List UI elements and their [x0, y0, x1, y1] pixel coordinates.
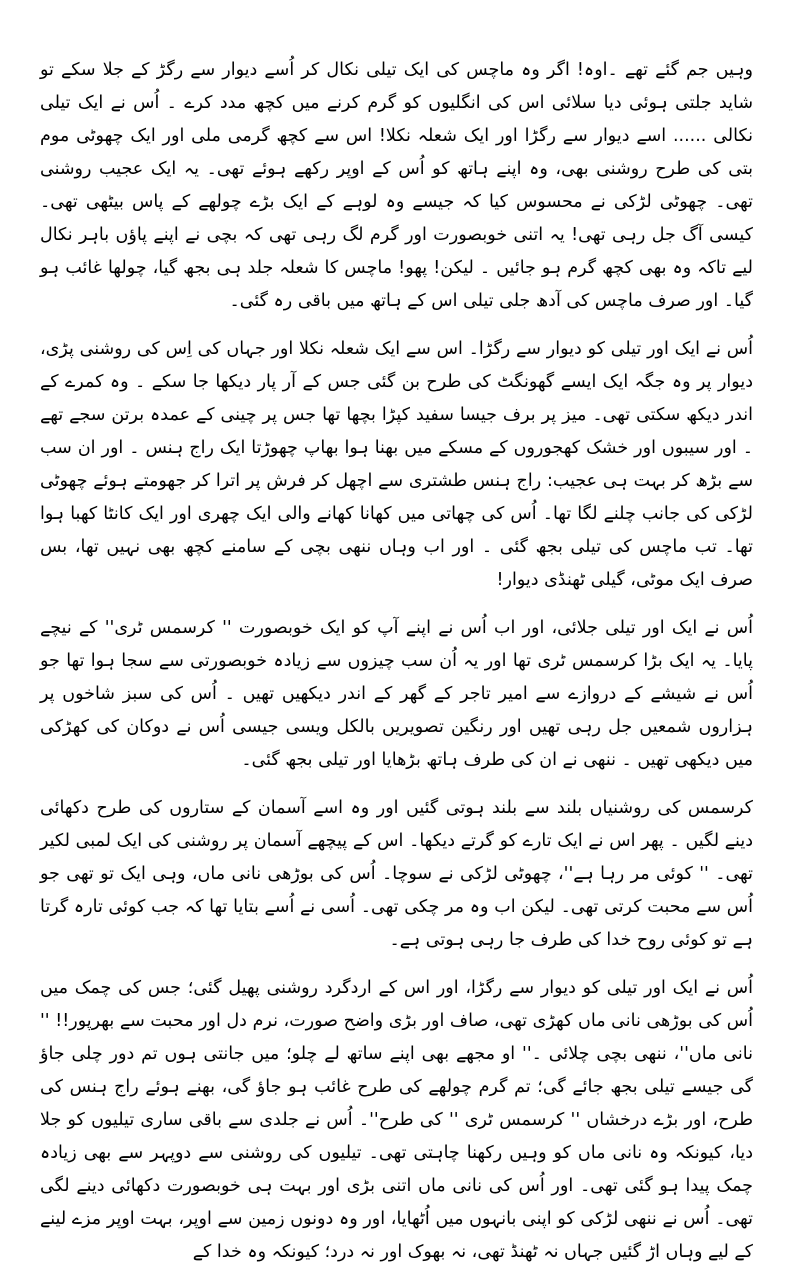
paragraph-3: اُس نے ایک اور تیلی جلائی، اور اب اُس نے اپنے آپ کو ایک خوبصورت '' کرسمس ٹری'' کے نیچے پایا۔ یہ ایک بڑا کرسمس ٹری تھا اور یہ اُن سب چیزوں سے زیادہ خوبصورتی سے سجا ہوا تھا جو اُس نے شیشے کے دروازے سے امیر تاجر کے گھر کے اندر دیکھیں تھیں ۔ اُس کی سبز شاخوں پر ہزاروں شمعیں جل رہی تھیں اور رنگین تصویریں بالکل ویسی جیسی اُس نے دوکان کی کھڑکی میں دیکھی تھیں ۔ ننھی نے ان کی طرف ہاتھ بڑھایا اور تیلی بجھ گئی۔	[40, 618, 753, 770]
paragraph-5: اُس نے ایک اور تیلی کو دیوار سے رگڑا، اور اس کے اردگرد روشنی پھیل گئی؛ جس کی چمک میں اُس کی بوڑھی نانی ماں کھڑی تھی، صاف اور بڑی واضح صورت، نرم دل اور محبت سے بھرپور!! '' نانی ماں''، ننھی بچی چلائی ۔'' او مجھے بھی اپنے ساتھ لے چلو؛ میں جانتی ہوں تم دور چلی جاؤ گی جیسے تیلی بجھ جائے گی؛ تم گرم چولھے کی طرح غائب ہو جاؤ گی، بھنے ہوئے راج ہنس کی طرح، اور بڑے درخشاں '' کرسمس ٹری '' کی طرح''۔ اُس نے جلدی سے باقی ساری تیلیوں کو جلا دیا، کیونکہ وہ نانی ماں کو وہیں رکھنا چاہتی تھی۔ تیلیوں کی روشنی سے دوپہر سے بھی زیادہ چمک پیدا ہو گئی تھی۔ اور اُس کی نانی ماں اتنی بڑی اور بہت ہی خوبصورت دکھائی دینے لگی تھی۔ اُس نے ننھی لڑکی کو اپنی بانہوں میں اُٹھایا، اور وہ دونوں زمین سے اوپر، بہت اوپر مزے لینے کے لیے وہاں اڑ گئیں جہاں نہ ٹھنڈ تھی، نہ بھوک اور نہ درد؛ کیونکہ وہ خدا کے	[40, 978, 753, 1262]
paragraph-4: کرسمس کی روشنیاں بلند سے بلند ہوتی گئیں اور وہ اسے آسمان کے ستاروں کی طرح دکھائی دینے لگیں ۔ پھر اس نے ایک تارے کو گرتے دیکھا۔ اس کے پیچھے آسمان پر روشنی کی ایک لمبی لکیر تھی۔ '' کوئی مر رہا ہے''، چھوٹی لڑکی نے سوچا۔ اُس کی بوڑھی نانی ماں، وہی ایک تو تھی جو اُس سے محبت کرتی تھی۔ لیکن اب وہ مر چکی تھی۔ اُسی نے اُسے بتایا تھا کہ جب کوئی تارہ گرتا ہے تو کوئی روح خدا کی طرف جا رہی ہوتی ہے۔	[40, 798, 753, 950]
paragraph-1: وہیں جم گئے تھے ۔اوہ! اگر وہ ماچس کی ایک تیلی نکال کر اُسے دیوار سے رگڑ کے جلا سکے تو شاید جلتی ہوئی دیا سلائی اس کی انگلیوں کو گرم کرنے میں کچھ مدد کرے ۔ اُس نے ایک تیلی نکالی ...... اسے دیوار سے رگڑا اور ایک شعلہ نکلا! اس سے کچھ گرمی ملی اور ایک چھوٹی موم بتی کی طرح روشنی بھی، وہ اپنے ہاتھ کو اُس کے اوپر رکھے ہوئے تھی۔ یہ ایک عجیب روشنی تھی۔ چھوٹی لڑکی نے محسوس کیا کہ جیسے وہ لوہے کے ایک بڑے چولھے کے پاس بیٹھی تھی۔ کیسی آگ جل رہی تھی! یہ اتنی خوبصورت اور گرم لگ رہی تھی کہ بچی نے اپنے پاؤں باہر نکال لیے تاکہ وہ بھی کچھ گرم ہو جائیں ۔ لیکن! پھو! ماچس کا شعلہ جلد ہی بجھ گیا، چولھا غائب ہو گیا۔ اور صرف ماچس کی آدھ جلی تیلی اس کے ہاتھ میں باقی رہ گئی۔	[40, 60, 753, 311]
document-body	[40, 54, 753, 1284]
paragraph-2: اُس نے ایک اور تیلی کو دیوار سے رگڑا۔ اس سے ایک شعلہ نکلا اور جہاں کی اِس کی روشنی پڑی، دیوار پر وہ جگہ ایک ایسے گھونگٹ کی طرح بن گئی جس کے آر پار دیکھا جا سکے ۔ وہ کمرے کے اندر دیکھ سکتی تھی۔ میز پر برف جیسا سفید کپڑا بچھا تھا جس پر چینی کے عمدہ برتن سجے تھے ۔ اور سیبوں اور خشک کھجوروں کے مسکے میں بھنا ہوا بھاپ چھوڑتا ایک راج ہنس ۔ اور ان سب سے بڑھ کر بہت ہی عجیب: راج ہنس طشتری سے اچھل کر فرش پر اترا کر جھومتے ہوئے چھوٹی لڑکی کی جانب چلنے لگا تھا۔ اُس کی چھاتی میں کھانا کھانے والی ایک چھری اور ایک کانٹا کھبا ہوا تھا۔ تب ماچس کی تیلی بجھ گئی ۔ اور اب وہاں ننھی بچی کے سامنے کچھ بھی نہیں تھا، بس صرف ایک موٹی، گیلی ٹھنڈی دیوار!	[40, 339, 753, 590]
